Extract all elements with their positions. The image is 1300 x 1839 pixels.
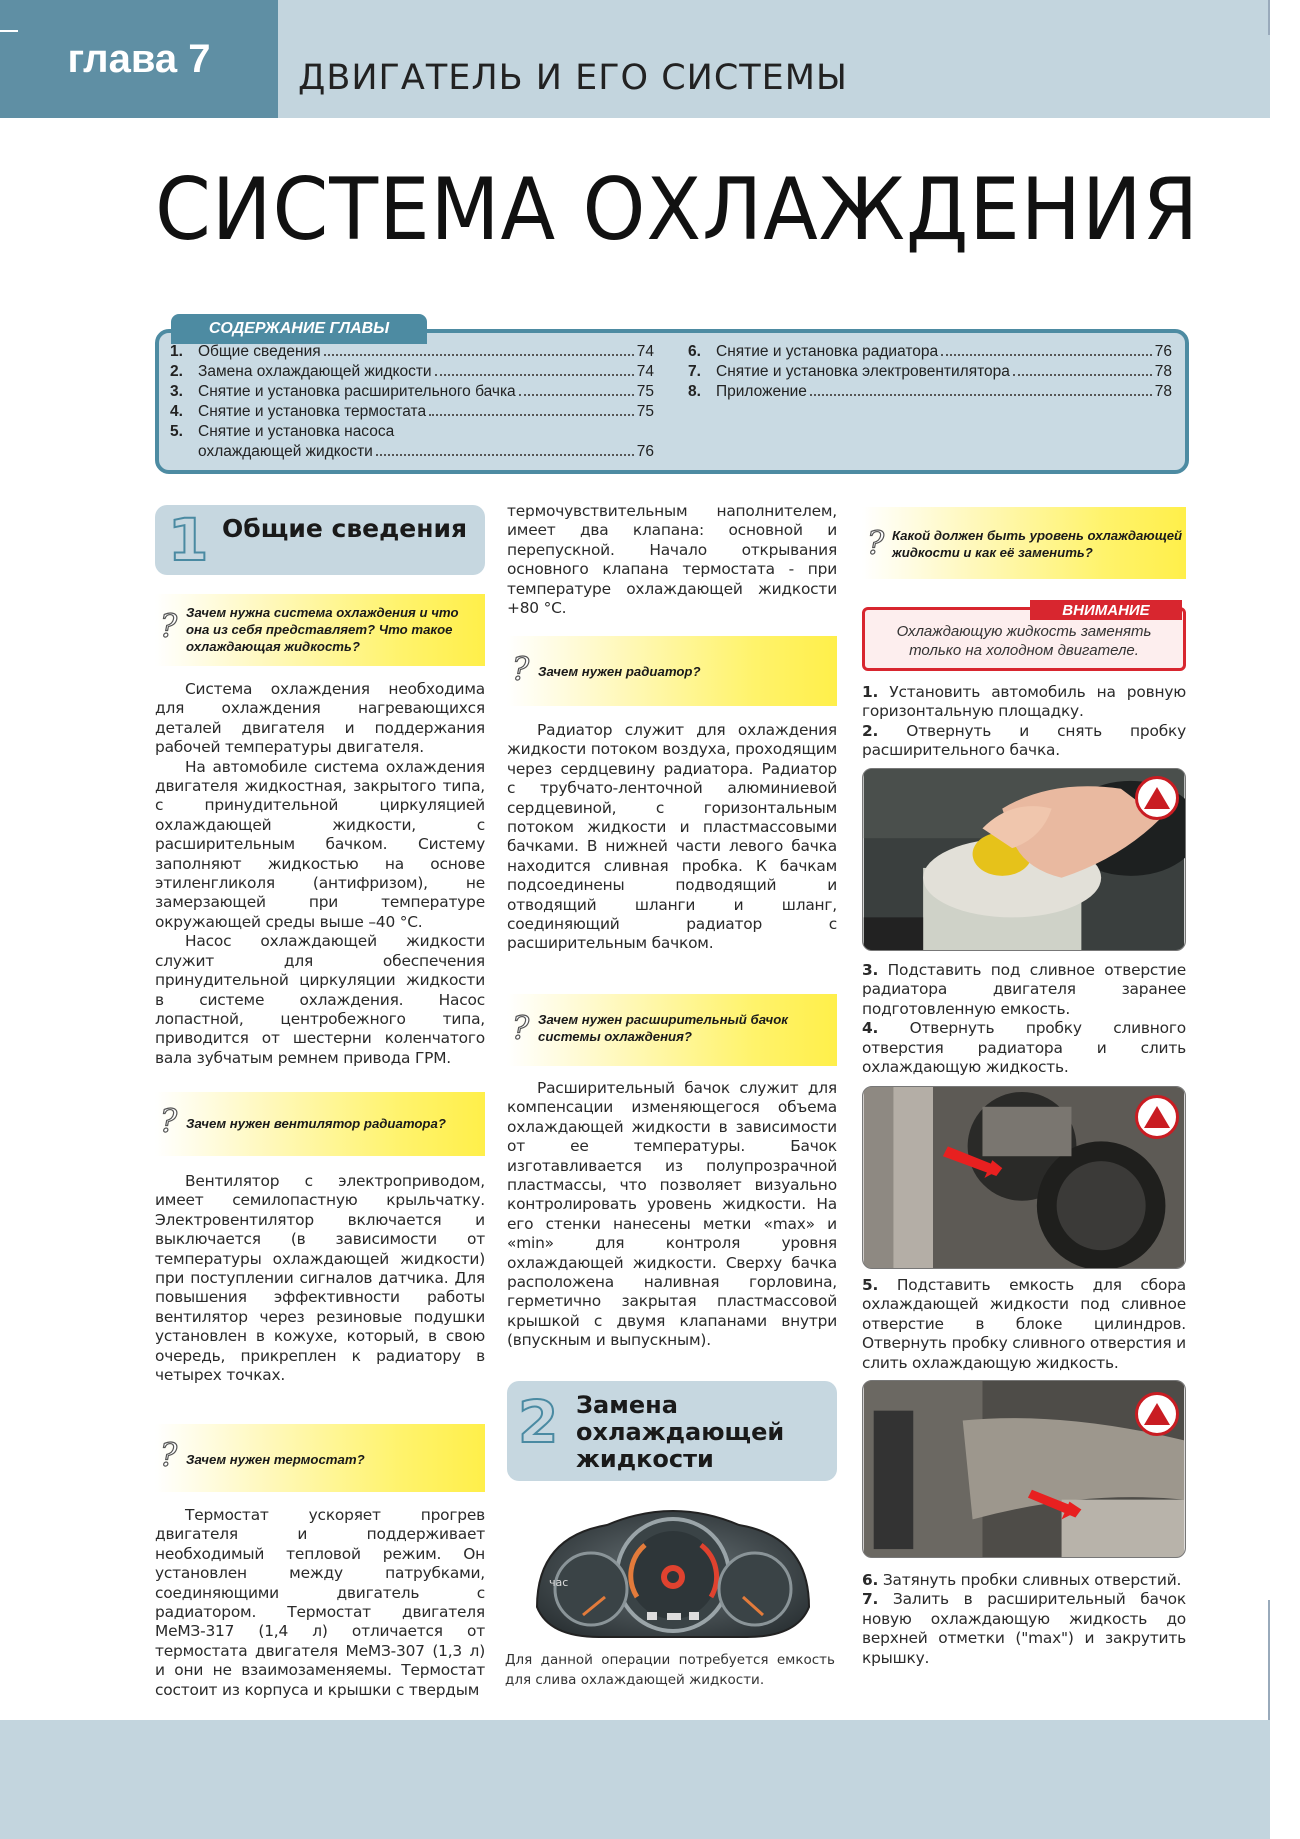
question-text: Какой должен быть уровень охлаждающей жидкости и как её заменить? (892, 528, 1183, 560)
steps-6-7: 6. Затянуть пробки сливных отверстий. 7. Залить в расширительный бачок новую охлаждающую жидкость до верхней отметки ("max") и закрутить крышку. (862, 1571, 1186, 1667)
thermostat-text: Термостат ускоряет прогрев двигателя и поддерживает необходимый тепловой режим. Он установлен между патрубками, соединяющими двигатель с радиатором. Термостат двигателя МеМЗ-317 (1,4 л) отличается от термостата двигателя МеМЗ-307 (1,3 л) и они не взаимозаменяемы. Термостат состоит из корпуса и крышки с твердым (155, 1506, 485, 1699)
section-1-number: 1 (168, 506, 209, 574)
question-mark-icon (510, 1009, 534, 1049)
question-text: Зачем нужен радиатор? (538, 664, 701, 679)
dashboard-caption: Для данной операции потребуется емкость для слива охлаждающей жидкости. (505, 1652, 835, 1688)
question-mark-icon (158, 1102, 182, 1142)
chapter-title: ДВИГАТЕЛЬ И ЕГО СИСТЕМЫ (298, 58, 848, 98)
trim-line (1268, 0, 1270, 35)
toc-item[interactable]: 3. Снятие и установка расширительного бачка 75 (170, 383, 654, 400)
question-mark-icon (510, 650, 534, 690)
question-mark-icon (865, 524, 889, 564)
svg-text:?: ? (160, 607, 178, 645)
toc-right-column (688, 342, 1172, 402)
toc-item[interactable]: 4. Снятие и установка термостата 75 (170, 403, 654, 420)
svg-text:?: ? (160, 1102, 178, 1140)
toc-item[interactable]: 8. Приложение 78 (688, 383, 1172, 400)
svg-text:?: ? (867, 524, 885, 562)
publisher-logo-icon (1135, 1392, 1179, 1436)
crop-mark (0, 30, 18, 32)
svg-text:?: ? (512, 1009, 530, 1047)
section-1-title: Общие сведения (222, 514, 468, 543)
step-5: 5. Подставить емкость для сбора охлаждающей жидкости под сливное отверстие в блоке цилиндров. Отвернуть пробку сливного отверстия и слить охлаждающую жидкость. (862, 1276, 1186, 1372)
question-text: Зачем нужен термостат? (186, 1452, 365, 1467)
toc-heading: СОДЕРЖАНИЕ ГЛАВЫ (171, 314, 427, 344)
steps-3-4: 3. Подставить под сливное отверстие радиатора двигателя заранее подготовленную емкость. 4. Отвернуть пробку сливного отверстия радиатора и слить охлаждающую жидкость. (862, 961, 1187, 1077)
svg-text:?: ? (512, 650, 530, 688)
toc-left-column (170, 342, 654, 462)
footer-bar (0, 1720, 1270, 1839)
question-mark-icon (158, 607, 182, 647)
expansion-tank-text: Расширительный бачок служит для компенсации изменяющегося объема охлаждающей жидкости в зависимости от ее температуры. Бачок изготавливается из полупрозрачной пластмассы, что позволяет визуально контролировать уровень жидкости. На его стенки нанесены метки «max» и «min» для контроля уровня охлаждающей жидкости. Сверху бачка расположена наливная горловина, герметично закрытая пластмассовой крышкой с двумя клапанами внутри (впускным и выпускным). (507, 1079, 837, 1350)
publisher-logo-icon (1135, 776, 1179, 820)
section-2-number: 2 (518, 1388, 559, 1456)
section-2-title: Замена охлаждающей жидкости (576, 1391, 785, 1473)
radiator-text: Радиатор служит для охлаждения жидкости потоком воздуха, проходящим через сердцевину радиатора. Радиатор с трубчато-ленточной алюминиевой сердцевиной, с горизонтальным потоком жидкости и пластмассовыми бачками. В нижней части левого бачка находится сливная пробка. К бачкам подсоединены подводящий и отводящий шланги и шланг, соединяющий радиатор с расширительным бачком. (507, 721, 837, 953)
question-mark-icon (158, 1436, 182, 1476)
question-text: Зачем нужен расширительный бачок системы охлаждения? (538, 1012, 788, 1044)
toc-item[interactable]: 7. Снятие и установка электровентилятора 78 (688, 363, 1172, 380)
toc-item[interactable]: 1. Общие сведения 74 (170, 343, 654, 360)
publisher-logo-icon (1135, 1095, 1179, 1139)
toc-item[interactable]: 6. Снятие и установка радиатора 76 (688, 343, 1172, 360)
fan-text: Вентилятор с электроприводом, имеет семилопастную крыльчатку. Электровентилятор включается и выключается (в зависимости от температуры охлаждающей жидкости) при поступлении сигналов датчика. Для повышения эффективности работы вентилятор через резиновые подушки установлен в кожухе, который, в свою очередь, прикреплен к радиатору в четырех точках. (155, 1172, 485, 1385)
svg-text:?: ? (160, 1436, 178, 1474)
warning-text: Охлаждающую жидкость заменять только на холодном двигателе. (896, 623, 1152, 659)
dashboard-illustration (527, 1497, 819, 1643)
toc-item[interactable]: охлаждающей жидкости 76 (198, 443, 654, 460)
warning-label: ВНИМАНИЕ (1030, 600, 1182, 620)
question-text: Зачем нужна система охлаждения и что она из себя представляет? Что такое охлаждающая жидкость? (186, 605, 459, 654)
question-text: Зачем нужен вентилятор радиатора? (186, 1116, 446, 1131)
page-title: СИСТЕМА ОХЛАЖДЕНИЯ (155, 160, 1200, 260)
chapter-label: глава 7 (0, 0, 278, 118)
toc-item[interactable]: 5. Снятие и установка насоса (170, 423, 395, 440)
steps-1-2: 1. Установить автомобиль на ровную горизонтальную площадку. 2. Отвернуть и снять пробку расширительного бачка. (862, 683, 1186, 760)
dash-left-label: час (549, 1576, 569, 1589)
toc-item[interactable]: 2. Замена охлаждающей жидкости 74 (170, 363, 654, 380)
section-1-text: Система охлаждения необходима для охлаждения нагревающихся деталей двигателя и поддержания рабочей температуры двигателя. На автомобиле система охлаждения двигателя жидкостная, закрытого типа, с принудительной циркуляцией охлаждающей жидкости, с расширительным бачком. Систему заполняют жидкостью на основе этиленгликоля (антифризом), не замерзающей при температуре окружающей среды выше –40 °С. Насос охлаждающей жидкости служит для обеспечения принудительной циркуляции жидкости в системе охлаждения. Насос лопастной, центробежного типа, приводится от шестерни коленчатого вала зубчатым ремнем привода ГРМ. (155, 680, 485, 1067)
thermostat-text-cont: термочувствительным наполнителем, имеет два клапана: основной и перепускной. Начало открывания основного клапана термостата - при температуре охлаждающей жидкости +80 °С. (507, 502, 837, 618)
